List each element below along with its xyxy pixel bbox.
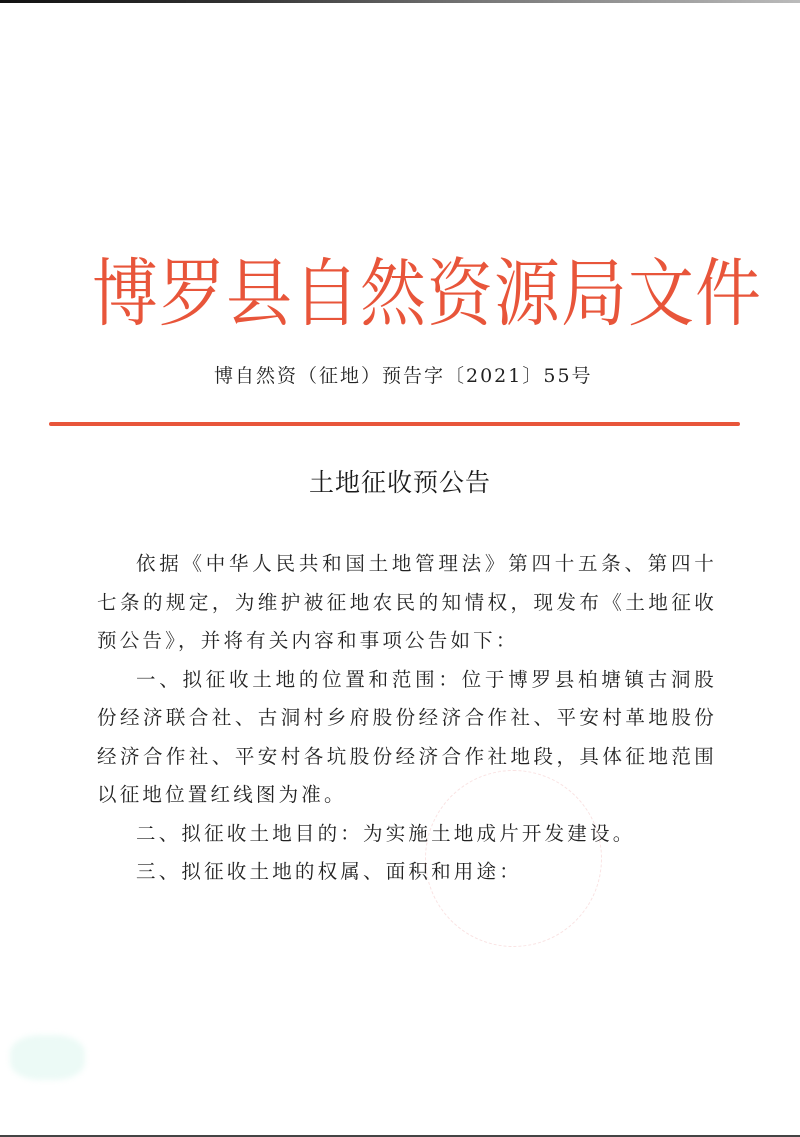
document-number: 博自然资（征地）预告字〔2021〕55号 — [214, 365, 593, 387]
notice-title: 土地征收预公告 — [308, 468, 491, 497]
scan-edge-top — [0, 0, 800, 3]
scan-smudge — [10, 1035, 85, 1080]
notice-body — [97, 545, 717, 892]
paragraph-intro: 依据《中华人民共和国土地管理法》第四十五条、第四十七条的规定，为维护被征地农民的知情权，现发布《土地征收预公告》，并将有关内容和事项公告如下： — [97, 552, 717, 652]
paragraph-ownership-area-use: 三、拟征收土地的权属、面积和用途： — [136, 860, 522, 883]
red-divider-rule — [49, 422, 740, 426]
issuer-header: 博罗县自然资源局文件 — [92, 250, 762, 337]
paragraph-location-scope: 一、拟征收土地的位置和范围：位于博罗县柏塘镇古洞股份经济联合社、古洞村乡府股份经济合作社、平安村革地股份经济合作社、平安村各坑股份经济合作社地段，具体征地范围以征地位置红线图为准。 — [97, 667, 717, 806]
paragraph-purpose: 二、拟征收土地目的：为实施土地成片开发建设。 — [136, 821, 636, 845]
